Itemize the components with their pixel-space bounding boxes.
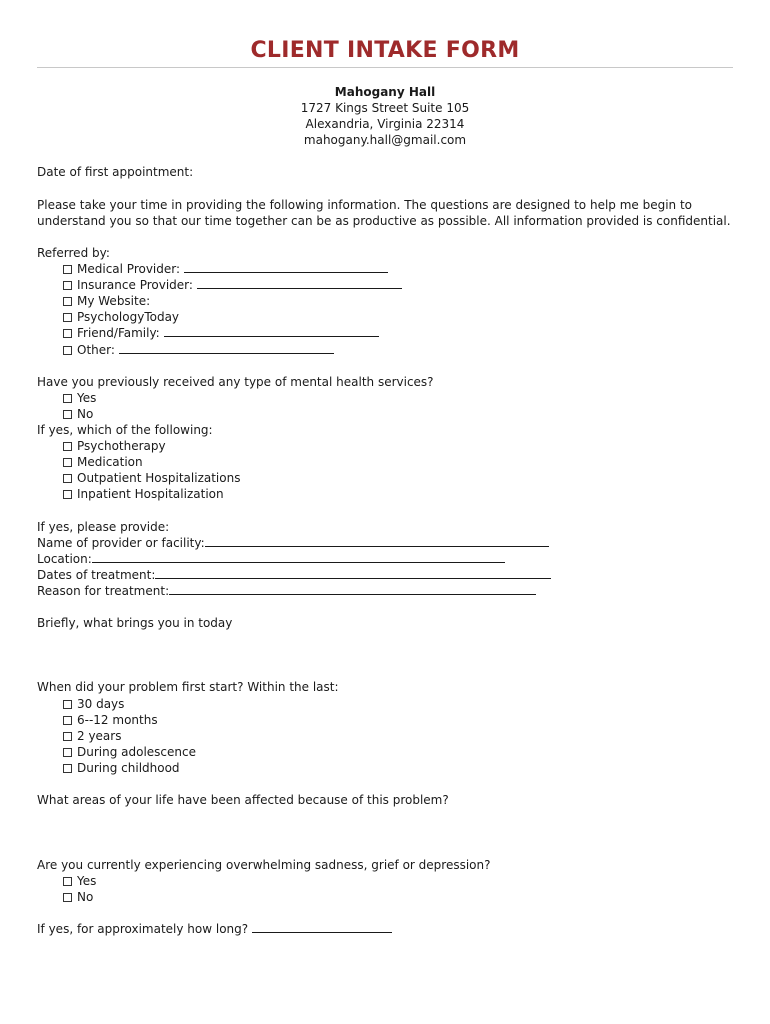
checkbox[interactable] — [63, 700, 72, 709]
checkbox[interactable] — [63, 281, 72, 290]
reason-for-treatment-blank[interactable] — [169, 583, 536, 595]
previous-followup-label: If yes, which of the following: — [37, 422, 213, 437]
checkbox[interactable] — [63, 313, 72, 322]
dates-of-treatment-field[interactable]: Dates of treatment: — [37, 567, 733, 583]
checkbox[interactable] — [63, 893, 72, 902]
dates-of-treatment-blank[interactable] — [155, 567, 551, 579]
previous-option-no[interactable]: No — [37, 406, 733, 422]
start-option-2-years[interactable]: 2 years — [37, 728, 733, 744]
provider-name-field[interactable]: Name of provider or facility: — [37, 535, 733, 551]
please-provide-label: If yes, please provide: — [37, 519, 170, 534]
followup-option-psychotherapy[interactable]: Psychotherapy — [37, 438, 733, 454]
sadness-question: Are you currently experiencing overwhelming sadness, grief or depression? — [37, 857, 491, 872]
provider-name-blank[interactable] — [205, 535, 549, 547]
how-long-field[interactable]: If yes, for approximately how long? — [37, 921, 733, 937]
referred-option-medical-provider[interactable]: Medical Provider: — [37, 261, 733, 277]
checkbox[interactable] — [63, 442, 72, 451]
friend-family-blank[interactable] — [164, 325, 379, 337]
checkbox[interactable] — [63, 716, 72, 725]
areas-affected-answer-area[interactable] — [37, 808, 733, 840]
referred-option-insurance-provider[interactable]: Insurance Provider: — [37, 277, 733, 293]
problem-start-question: When did your problem first start? Within the last: — [37, 680, 339, 695]
practice-name: Mahogany Hall — [334, 85, 436, 99]
reason-for-treatment-field[interactable]: Reason for treatment: — [37, 583, 733, 599]
brings-you-in-question: Briefly, what brings you in today — [37, 616, 233, 631]
form-title: CLIENT INTAKE FORM — [250, 38, 520, 63]
checkbox[interactable] — [63, 410, 72, 419]
medical-provider-blank[interactable] — [184, 261, 388, 273]
how-long-blank[interactable] — [252, 921, 392, 933]
other-blank[interactable] — [119, 342, 334, 354]
brings-you-in-answer-area[interactable] — [37, 631, 733, 663]
referred-option-psychologytoday[interactable]: PsychologyToday — [37, 309, 733, 325]
checkbox[interactable] — [63, 458, 72, 467]
intro-line-1: Please take your time in providing the following information. The questions are designed to help me begin to — [37, 197, 693, 212]
practice-street: 1727 Kings Street Suite 105 — [300, 101, 470, 116]
practice-email: mahogany.hall@gmail.com — [303, 133, 467, 148]
location-field[interactable]: Location: — [37, 551, 733, 567]
followup-option-medication[interactable]: Medication — [37, 454, 733, 470]
checkbox[interactable] — [63, 394, 72, 403]
areas-affected-question: What areas of your life have been affected because of this problem? — [37, 793, 449, 808]
intake-form-page — [37, 0, 733, 937]
checkbox[interactable] — [63, 297, 72, 306]
previous-services-question: Have you previously received any type of mental health services? — [37, 374, 434, 389]
location-blank[interactable] — [92, 551, 505, 563]
start-option-6-12-months[interactable]: 6--12 months — [37, 712, 733, 728]
previous-option-yes[interactable]: Yes — [37, 390, 733, 406]
insurance-provider-blank[interactable] — [197, 277, 402, 289]
checkbox[interactable] — [63, 329, 72, 338]
checkbox[interactable] — [63, 748, 72, 757]
followup-option-inpatient[interactable]: Inpatient Hospitalization — [37, 486, 733, 502]
checkbox[interactable] — [63, 265, 72, 274]
sadness-option-no[interactable]: No — [37, 889, 733, 905]
checkbox[interactable] — [63, 490, 72, 499]
referred-option-my-website[interactable]: My Website: — [37, 293, 733, 309]
intro-line-2: understand you so that our time together can be as productive as possible. All information provided is confidential. — [37, 213, 731, 228]
start-option-childhood[interactable]: During childhood — [37, 760, 733, 776]
checkbox[interactable] — [63, 764, 72, 773]
checkbox[interactable] — [63, 346, 72, 355]
checkbox[interactable] — [63, 732, 72, 741]
checkbox[interactable] — [63, 474, 72, 483]
referred-option-other[interactable]: Other: — [37, 342, 733, 358]
date-of-first-appointment-label: Date of first appointment: — [37, 165, 194, 180]
start-option-adolescence[interactable]: During adolescence — [37, 744, 733, 760]
referred-by-label: Referred by: — [37, 245, 110, 260]
practice-city: Alexandria, Virginia 22314 — [305, 117, 465, 132]
sadness-option-yes[interactable]: Yes — [37, 873, 733, 889]
referred-option-friend-family[interactable]: Friend/Family: — [37, 325, 733, 341]
followup-option-outpatient[interactable]: Outpatient Hospitalizations — [37, 470, 733, 486]
start-option-30-days[interactable]: 30 days — [37, 696, 733, 712]
checkbox[interactable] — [63, 877, 72, 886]
